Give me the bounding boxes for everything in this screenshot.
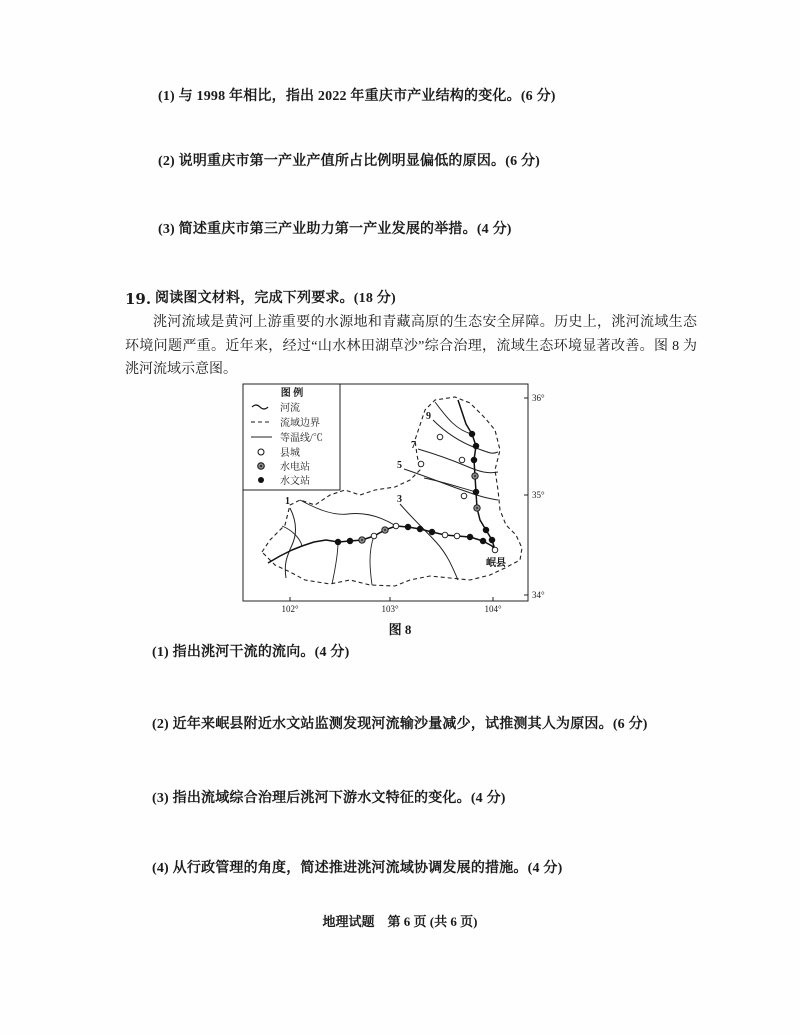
longitude-label: 102° xyxy=(281,604,299,614)
county-marker xyxy=(442,532,448,538)
hydropower-station-dot xyxy=(474,475,476,477)
hydrological-station-marker xyxy=(469,431,475,437)
latitude-label: 34° xyxy=(532,590,545,600)
latitude-label: 36° xyxy=(532,393,545,403)
figure-caption: 图 8 xyxy=(388,622,412,637)
isotherm-label: 5 xyxy=(397,460,402,471)
county-label-minxian: 岷县 xyxy=(486,558,506,569)
q19-stem: 阅读图文材料，完成下列要求。(18 分) xyxy=(155,291,396,306)
legend-hydrological-label: 水文站 xyxy=(280,476,310,487)
longitude-label: 104° xyxy=(484,604,502,614)
hydrological-station-marker xyxy=(347,538,353,544)
legend-hydropower-label: 水电站 xyxy=(280,462,310,473)
county-marker xyxy=(459,457,465,463)
q18-part-3: (3) 简述重庆市第三产业助力第一产业发展的举措。(4 分) xyxy=(158,222,512,237)
q18-part-2: (2) 说明重庆市第一产业产值所占比例明显偏低的原因。(6 分) xyxy=(158,154,541,169)
hydrological-station-marker xyxy=(335,539,341,545)
hydropower-station-dot xyxy=(361,539,363,541)
isotherm-label: 1 xyxy=(285,496,290,507)
q19-part-1: (1) 指出洮河干流的流向。(4 分) xyxy=(152,645,350,660)
county-marker xyxy=(454,533,460,539)
county-marker xyxy=(437,434,443,440)
latitude-label: 35° xyxy=(532,490,545,500)
legend-river-label: 河流 xyxy=(280,403,300,414)
q18-part-1: (1) 与 1998 年相比，指出 2022 年重庆市产业结构的变化。(6 分) xyxy=(158,89,556,104)
hydrological-station-marker xyxy=(471,457,477,463)
county-marker xyxy=(492,547,498,553)
legend-isotherm-label: 等温线/℃ xyxy=(280,433,323,444)
q19-number: 19. xyxy=(125,290,152,308)
hydrological-station-marker xyxy=(473,489,479,495)
longitude-label: 103° xyxy=(381,604,399,614)
hydrological-station-marker xyxy=(483,527,489,533)
legend-boundary-label: 流域边界 xyxy=(280,418,320,429)
hydrological-station-marker xyxy=(417,526,423,532)
isotherm-label: 9 xyxy=(426,411,431,422)
county-marker xyxy=(461,493,467,499)
q19-part-3: (3) 指出流域综合治理后洮河下游水文特征的变化。(4 分) xyxy=(152,791,506,806)
q19-part-4: (4) 从行政管理的角度，简述推进洮河流域协调发展的措施。(4 分) xyxy=(152,861,563,876)
hydrological-station-marker xyxy=(489,537,495,543)
tao-river-basin-map xyxy=(240,380,560,620)
county-marker xyxy=(418,461,424,467)
hydrological-station-marker xyxy=(429,529,435,535)
map-legend xyxy=(243,384,340,490)
legend-hydropower-dot xyxy=(260,465,262,467)
isotherm-label: 3 xyxy=(397,494,402,505)
hydrological-station-marker xyxy=(467,534,473,540)
legend-county-symbol xyxy=(258,449,264,455)
county-marker xyxy=(393,523,399,529)
q19-material: 洮河流域是黄河上游重要的水源地和青藏高原的生态安全屏障。历史上，洮河流域生态环境问题严重。近年来，经过“山水林田湖草沙”综合治理，流域生态环境显著改善。图 8 为洮河流域示意图。 xyxy=(125,315,697,377)
hydrological-station-marker xyxy=(480,538,486,544)
hydropower-station-dot xyxy=(384,529,386,531)
legend-county-label: 县城 xyxy=(280,448,300,459)
hydrological-station-marker xyxy=(405,524,411,530)
legend-hydrological-symbol xyxy=(258,477,264,483)
hydrological-station-marker xyxy=(473,443,479,449)
isotherm-label: 7 xyxy=(411,440,416,451)
county-marker xyxy=(371,533,377,539)
hydropower-station-dot xyxy=(476,507,478,509)
q19-part-2: (2) 近年来岷县附近水文站监测发现河流输沙量减少，试推测其人为原因。(6 分) xyxy=(152,717,648,732)
page-footer: 地理试题 第 6 页 (共 6 页) xyxy=(322,914,478,929)
legend-title: 图 例 xyxy=(280,388,304,399)
